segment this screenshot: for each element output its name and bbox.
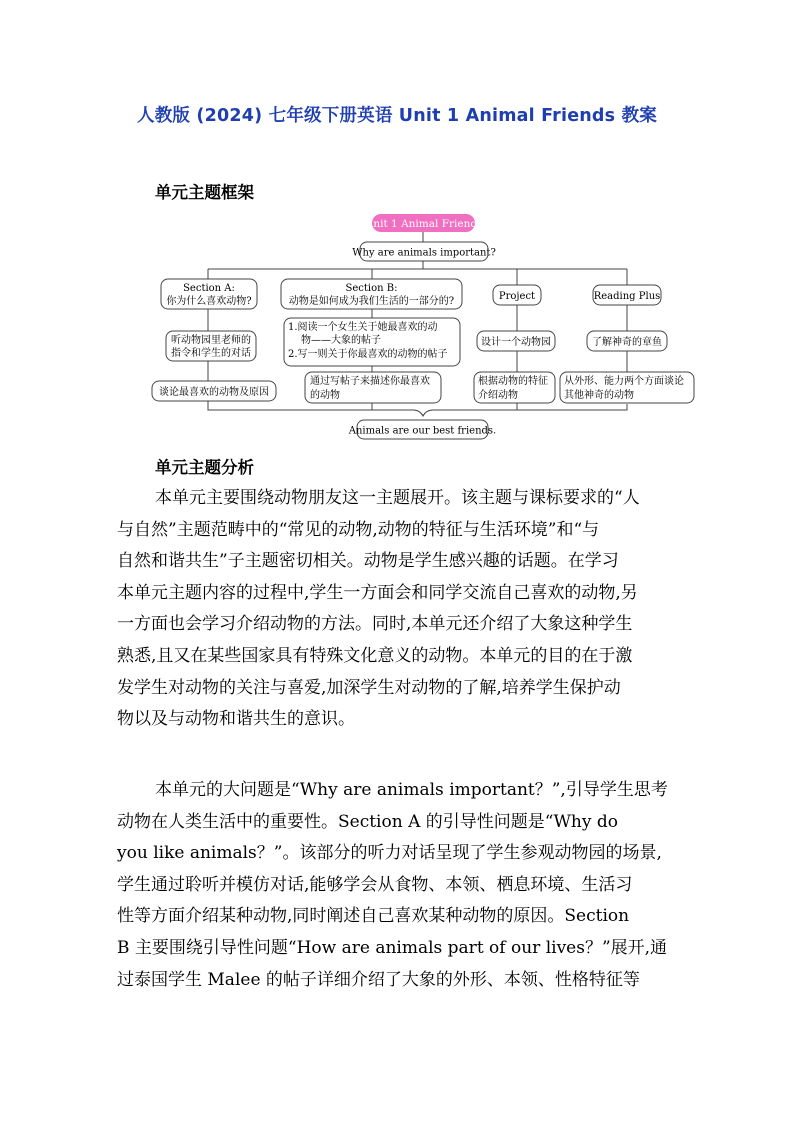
document-title: 人教版 (2024) 七年级下册英语 Unit 1 Animal Friends 教案 (137, 106, 657, 126)
paragraph-line: 自然和谐共生”子主题密切相关。动物是学生感兴趣的话题。在学习 (117, 551, 619, 572)
paragraph-line: you like animals？”。该部分的听力对话呈现了学生参观动物园的场景, (117, 843, 662, 864)
paragraph-line: 动物在人类生活中的重要性。Section A 的引导性问题是“Why do (117, 811, 619, 832)
section-a-step2: 谈论最喜欢的动物及原因 (159, 387, 269, 398)
reading-plus-step2-line2: 其他神奇的动物 (564, 390, 634, 401)
unit-title: Unit 1 Animal Friends (364, 218, 483, 230)
paragraph-line: 物以及与动物和谐共生的意识。 (117, 709, 355, 730)
reading-plus-step2-line1: 从外形、能力两个方面谈论 (564, 376, 684, 387)
paragraph-line: 熟悉,且又在某些国家具有特殊文化意义的动物。本单元的目的在于激 (117, 645, 633, 666)
section-b-step2-line1: 通过写帖子来描述你最喜欢 (310, 376, 430, 387)
paragraph-line: 本单元主要围绕动物朋友这一主题展开。该主题与课标要求的“人 (155, 488, 640, 508)
section-b-title: Section B: (345, 283, 398, 294)
project-step1: 设计一个动物园 (481, 337, 551, 348)
paragraph-line: 一方面也会学习介绍动物的方法。同时,本单元还介绍了大象这种学生 (117, 614, 633, 635)
project-step2-line1: 根据动物的特征 (478, 376, 548, 387)
reading-plus-title: Reading Plus (593, 291, 661, 302)
section-a-step1-line2: 指令和学生的对话 (171, 348, 251, 359)
section-b-step1-line2: 物——大象的帖子 (301, 335, 381, 346)
paragraph-line: B 主要围绕引导性问题“How are animals part of our lives？”展开,通 (117, 937, 668, 958)
section-b-question: 动物是如何成为我们生活的一部分的? (288, 296, 455, 307)
big-question: Why are animals important? (352, 247, 496, 259)
section-a-question: 你为什么喜欢动物? (166, 296, 252, 307)
analysis-paragraph-1 (117, 483, 683, 736)
analysis-paragraph-2 (117, 775, 683, 996)
paragraph-line: 过泰国学生 Malee 的帖子详细介绍了大象的外形、本领、性格特征等 (117, 969, 640, 990)
section-b-step2-line2: 的动物 (310, 390, 340, 401)
paragraph-line: 学生通过聆听并模仿对话,能够学会从食物、本领、栖息环境、生活习 (117, 874, 633, 895)
project-title: Project (498, 291, 536, 302)
paragraph-line: 性等方面介绍某种动物,同时阐述自己喜欢某种动物的原因。Section (117, 906, 630, 927)
section-b-step1-line3: 2.写一则关于你最喜欢的动物的帖子 (288, 349, 448, 360)
section-b-step1-line1: 1.阅读一个女生关于她最喜欢的动 (288, 322, 438, 333)
reading-plus-step1: 了解神奇的章鱼 (592, 337, 662, 348)
conclusion-text: Animals are our best friends. (348, 425, 497, 437)
paragraph-line: 本单元主题内容的过程中,学生一方面会和同学交流自己喜欢的动物,另 (117, 582, 638, 603)
section-a-step1-line1: 听动物园里老师的 (171, 335, 251, 346)
paragraph-line: 与自然”主题范畴中的“常见的动物,动物的特征与生活环境”和“与 (117, 519, 600, 540)
paragraph-line: 发学生对动物的关注与喜爱,加深学生对动物的了解,培养学生保护动 (117, 677, 621, 698)
section-a-title: Section A: (183, 283, 235, 294)
unit-framework-diagram (0, 0, 794, 460)
section-heading-framework: 单元主题框架 (155, 183, 254, 202)
paragraph-line: 本单元的大问题是“Why are animals important？”,引导学生思考 (155, 780, 668, 800)
section-heading-analysis: 单元主题分析 (155, 458, 254, 477)
project-step2-line2: 介绍动物 (478, 390, 518, 401)
